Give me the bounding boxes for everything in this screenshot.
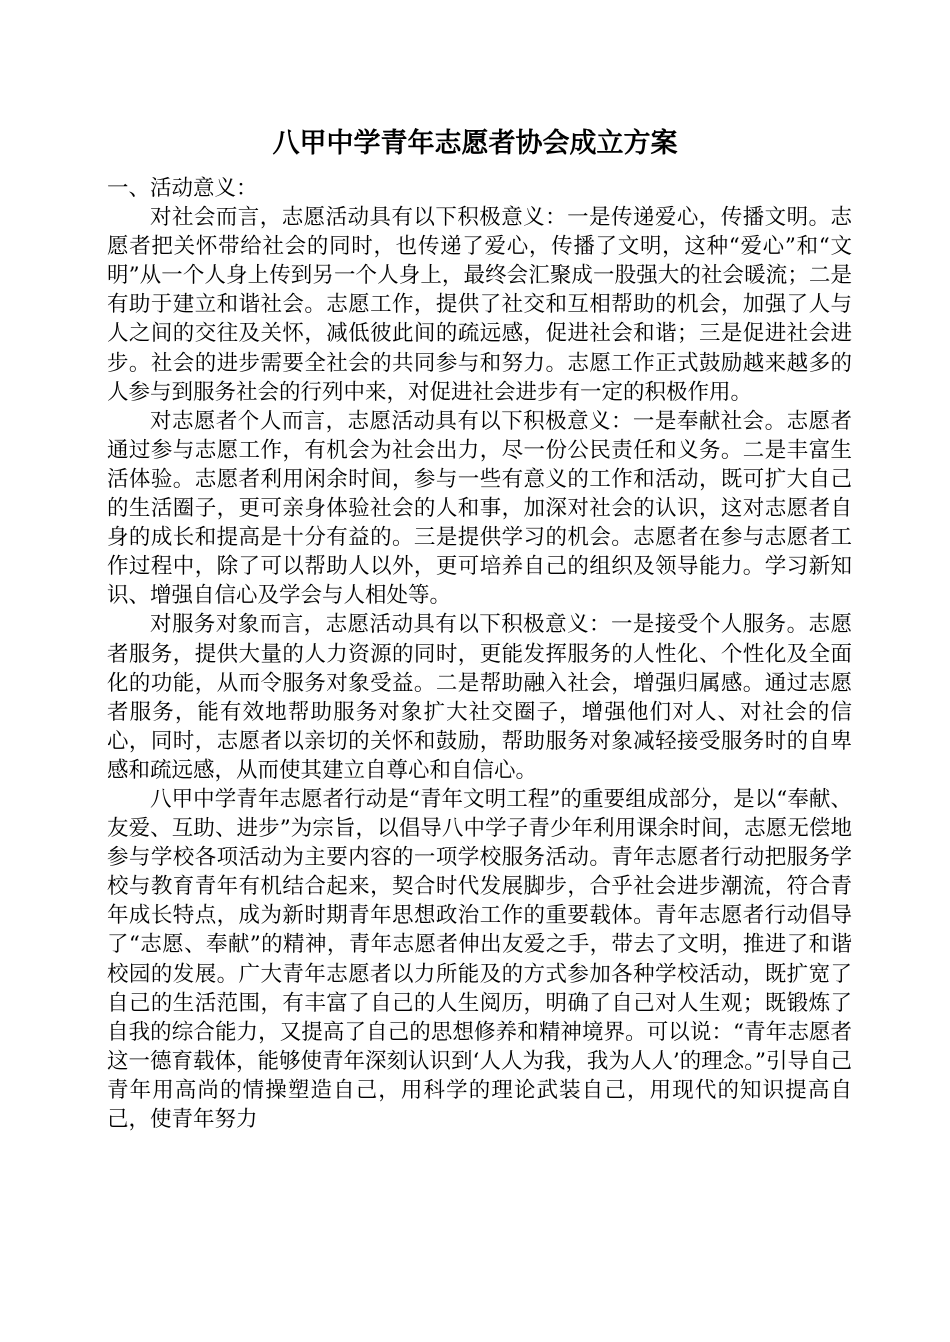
paragraph-volunteer: 对志愿者个人而言，志愿活动具有以下积极意义：一是奉献社会。志愿者通过参与志愿工作，有机会为社会出力，尽一份公民责任和义务。二是丰富生活体验。志愿者利用闲余时间，参与一些有意义的工作和活动，既可扩大自己的生活圈子，更可亲身体验社会的人和事，加深对社会的认识，这对志愿者自身的成长和提高是十分有益的。三是提供学习的机会。志愿者在参与志愿者工作过程中，除了可以帮助人以外，更可培养自己的组织及领导能力。学习新知识、增强自信心及学会与人相处等。 bbox=[107, 408, 852, 609]
paragraph-society: 对社会而言，志愿活动具有以下积极意义：一是传递爱心，传播文明。志愿者把关怀带给社会的同时，也传递了爱心，传播了文明，这种“爱心”和“文明”从一个人身上传到另一个人身上，最终会汇聚成一股强大的社会暖流；二是有助于建立和谐社会。志愿工作，提供了社交和互相帮助的机会，加强了人与人之间的交往及关怀，减低彼此间的疏远感，促进社会和谐；三是促进社会进步。社会的进步需要全社会的共同参与和努力。志愿工作正式鼓励越来越多的人参与到服务社会的行列中来，对促进社会进步有一定的积极作用。 bbox=[107, 205, 852, 405]
section-heading: 一、活动意义： bbox=[107, 176, 258, 201]
paragraph-school-action: 八甲中学青年志愿者行动是“青年文明工程”的重要组成部分，是以“奉献、友爱、互助、进步”为宗旨，以倡导八中学子青少年利用课余时间，志愿无偿地参与学校各项活动为主要内容的一项学校服务活动。青年志愿者行动把服务学校与教育青年有机结合起来，契合时代发展脚步，合乎社会进步潮流，符合青年成长特点，成为新时期青年思想政治工作的重要载体。青年志愿者行动倡导了“志愿、奉献”的精神，青年志愿者伸出友爱之手，带去了文明，推进了和谐校园的发展。广大青年志愿者以力所能及的方式参加各种学校活动，既扩宽了自己的生活范围，有丰富了自己的人生阅历，明确了自己对人生观；既锻炼了自我的综合能力，又提高了自己的思想修养和精神境界。可以说：“青年志愿者这一德育载体，能够使青年深刻认识到‘人人为我，我为人人’的理念。”引导自己青年用高尚的情操塑造自己，用科学的理论武装自己，用现代的知识提高自己，使青年努力 bbox=[107, 786, 852, 1132]
document-title: 八甲中学青年志愿者协会成立方案 bbox=[272, 128, 678, 159]
paragraph-service-recipients: 对服务对象而言，志愿活动具有以下积极意义：一是接受个人服务。志愿者服务，提供大量的人力资源的同时，更能发挥服务的人性化、个性化及全面化的功能，从而令服务对象受益。二是帮助融入社会，增强归属感。通过志愿者服务，能有效地帮助服务对象扩大社交圈子，增强他们对人、对社会的信心，同时，志愿者以亲切的关怀和鼓励，帮助服务对象减轻接受服务时的自卑感和疏远感，从而使其建立自尊心和自信心。 bbox=[107, 612, 852, 783]
document-body bbox=[107, 174, 852, 1134]
